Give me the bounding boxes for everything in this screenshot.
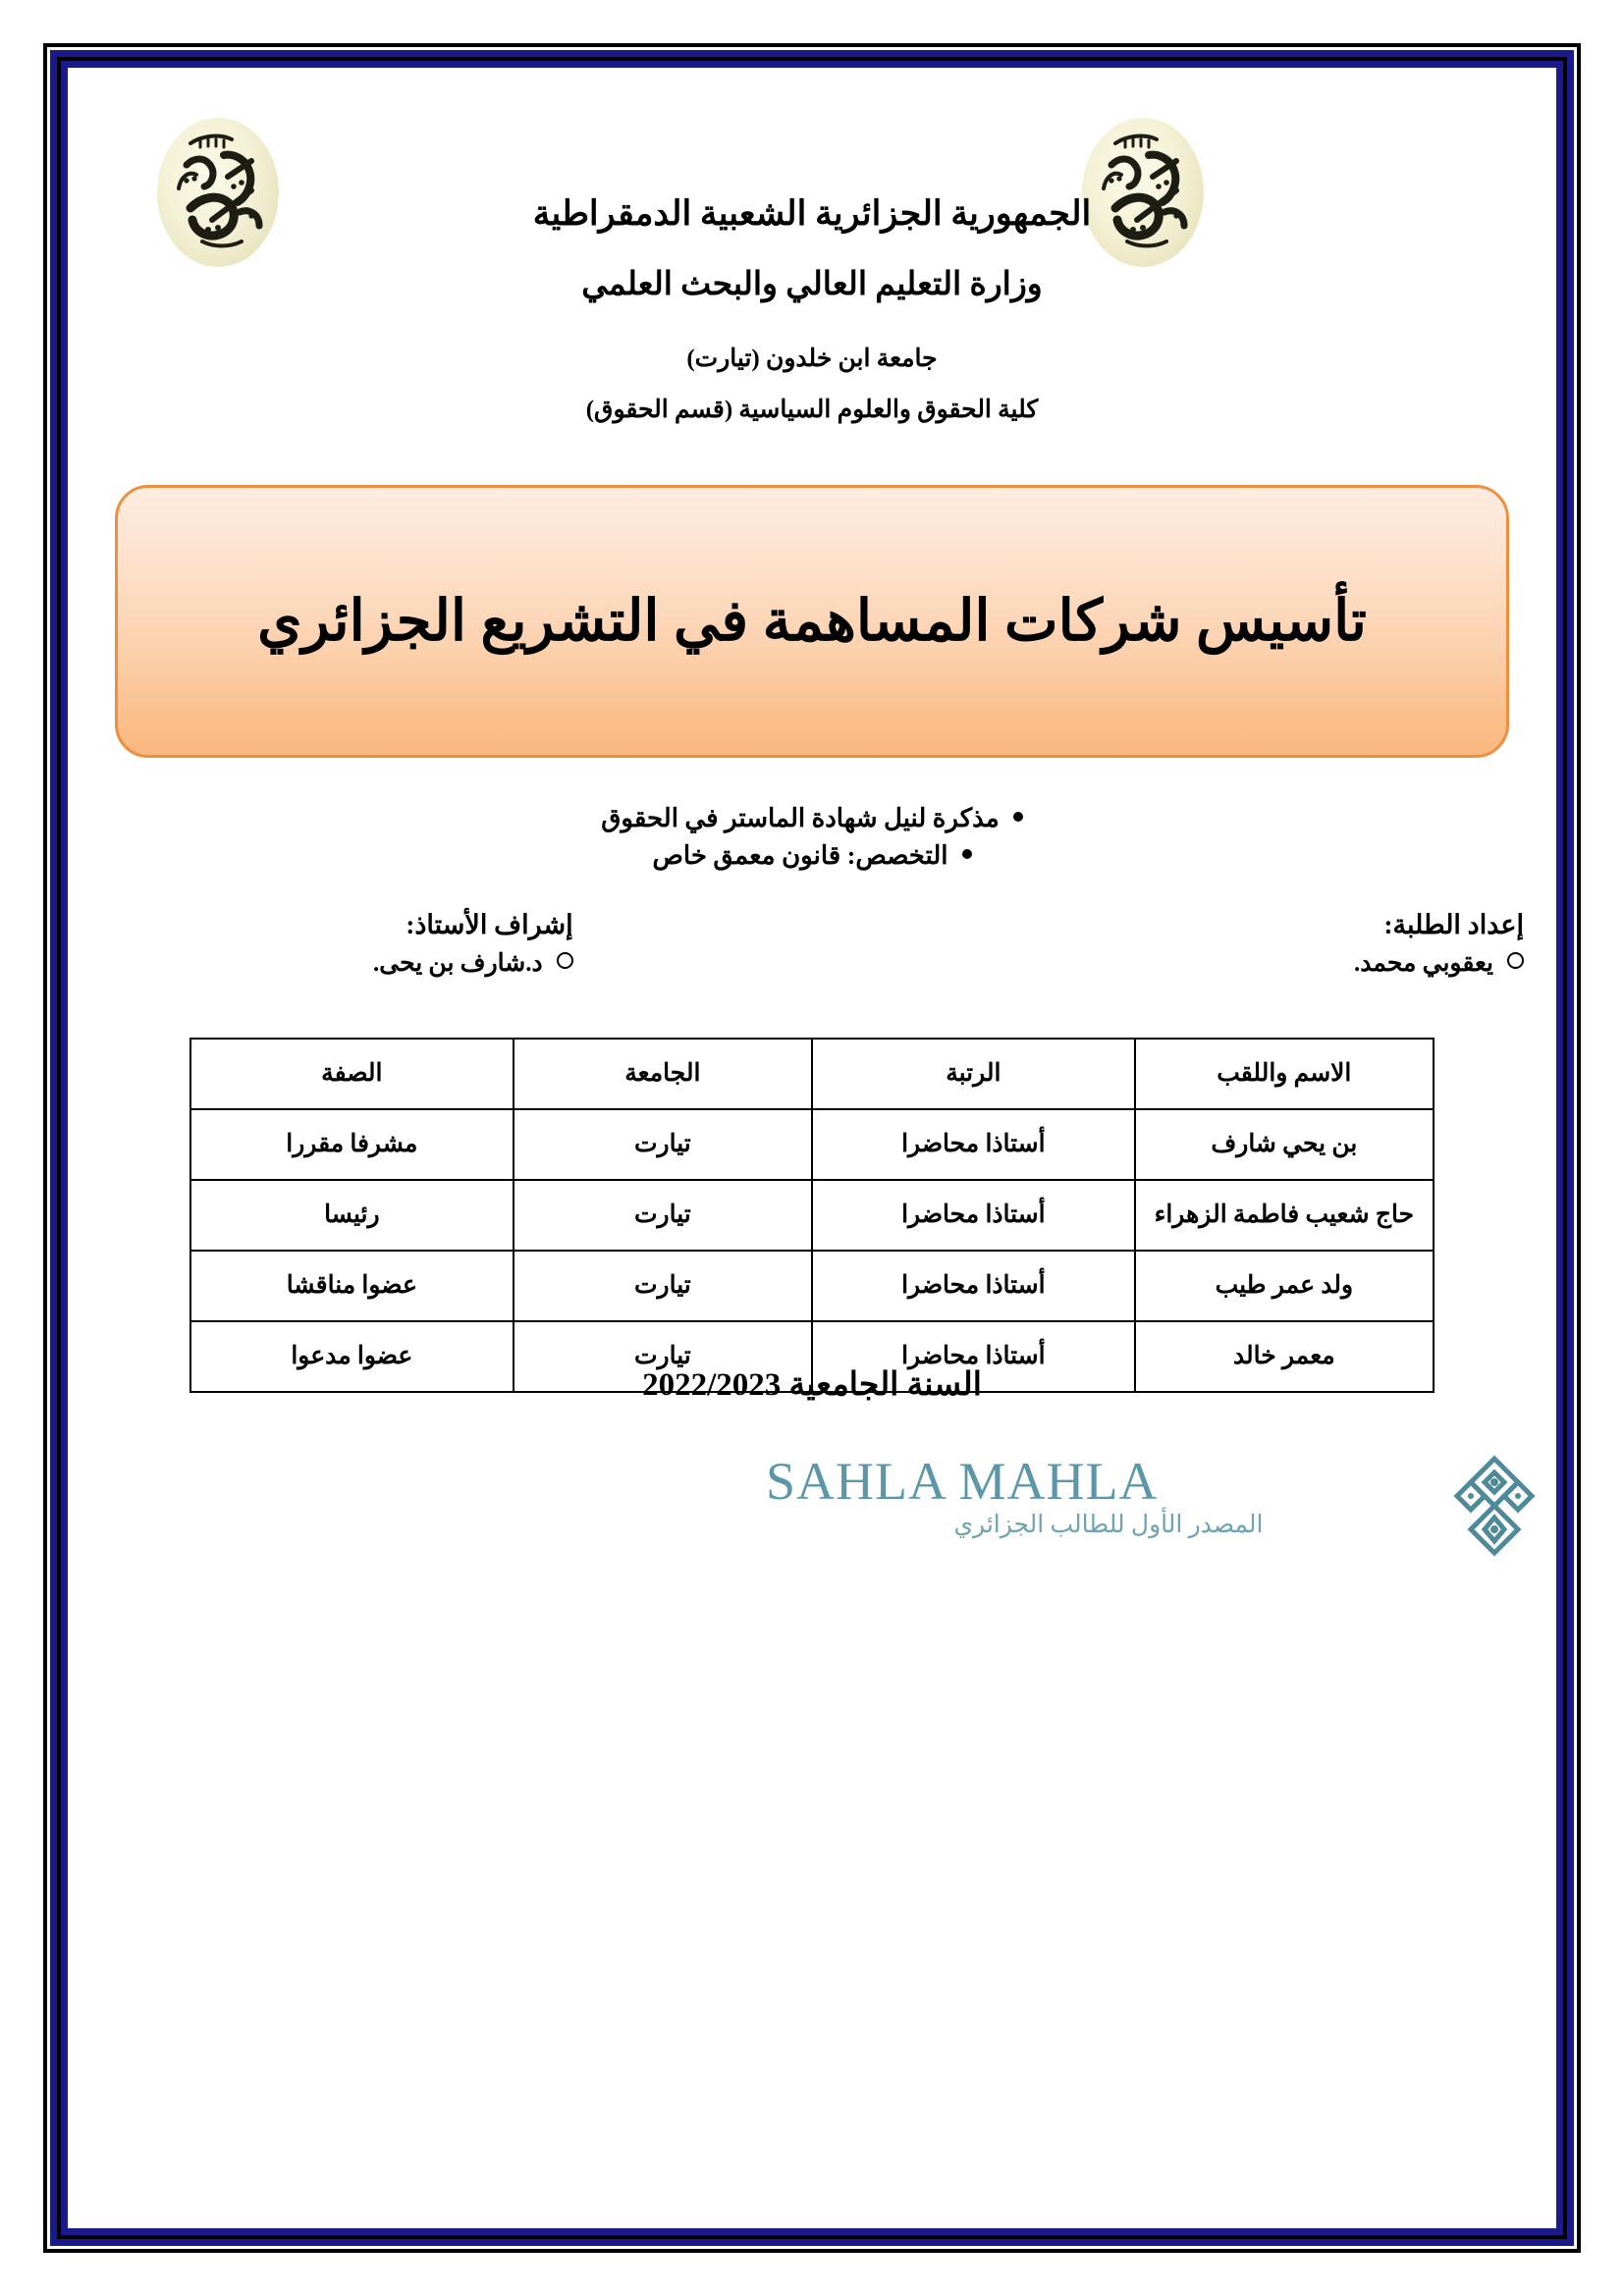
list-item [373,945,573,983]
circle-bullet-icon [557,952,573,969]
authors-section [79,905,1545,1023]
cover-page-content [79,79,1545,2217]
bullet-dot-icon [1013,812,1023,822]
cell-university: تيارت [514,1321,812,1392]
cell-rank: أستاذا محاضرا [812,1180,1135,1251]
column-header-rank: الرتبة [812,1039,1135,1109]
republic-line: الجمهورية الجزائرية الشعبية الدمقراطية [532,194,1092,233]
table-row [190,1251,1434,1321]
thesis-title: تأسيس شركات المساهمة في التشريع الجزائري [257,589,1367,654]
cell-rank: أستاذا محاضرا [812,1251,1135,1321]
student-name: يعقوبي محمد. [1354,949,1493,977]
berber-diamond-ornament-icon [1447,1453,1542,1561]
watermark-brand: SAHLA MAHLA [766,1452,1159,1511]
supervisor-name: د.شارف بن يحى. [373,949,543,977]
cell-name: معمر خالد [1135,1321,1434,1392]
cell-university: تيارت [514,1180,812,1251]
cell-role: عضوا مدعوا [190,1321,514,1392]
watermark [766,1453,1542,1580]
cell-rank: أستاذا محاضرا [812,1321,1135,1392]
column-header-university: الجامعة [514,1039,812,1109]
university-line: جامعة ابن خلدون (تيارت) [686,346,938,372]
circle-bullet-icon [1507,952,1524,969]
cell-university: تيارت [514,1109,812,1180]
students-heading: إعداد الطلبة: [1383,910,1524,939]
faculty-line: كلية الحقوق والعلوم السياسية (قسم الحقوق) [585,397,1039,423]
students-block [1354,905,1524,982]
cell-university: تيارت [514,1251,812,1321]
thesis-title-box [115,485,1509,758]
table-row [190,1180,1434,1251]
list-item [79,837,1545,875]
watermark-tagline: المصدر الأول للطالب الجزائري [953,1512,1264,1538]
jury-table [189,1038,1435,1393]
thesis-meta-list [79,800,1545,874]
ministry-line: وزارة التعليم العالي والبحث العلمي [581,267,1043,302]
meta-text: التخصص: قانون معمق خاص [652,840,948,870]
academic-year: السنة الجامعية 2022/2023 [642,1367,982,1403]
cell-role: عضوا مناقشا [190,1251,514,1321]
list-item [79,800,1545,837]
watermark-texts [766,1453,1451,1539]
meta-text: مذكرة لنيل شهادة الماستر في الحقوق [601,804,1000,832]
supervisor-heading: إشراف الأستاذ: [406,910,573,939]
cell-role: رئيسا [190,1180,514,1251]
column-header-name: الاسم واللقب [1135,1039,1434,1109]
cell-role: مشرفا مقررا [190,1109,514,1180]
column-header-role: الصفة [190,1039,514,1109]
bullet-dot-icon [962,849,972,859]
table-row [190,1109,1434,1180]
cell-name: ولد عمر طيب [1135,1251,1434,1321]
supervisor-block [373,905,573,982]
cell-name: حاج شعيب فاطمة الزهراء [1135,1180,1434,1251]
cell-rank: أستاذا محاضرا [812,1109,1135,1180]
cell-name: بن يحي شارف [1135,1109,1434,1180]
list-item [1354,945,1524,983]
table-header-row [190,1039,1434,1109]
